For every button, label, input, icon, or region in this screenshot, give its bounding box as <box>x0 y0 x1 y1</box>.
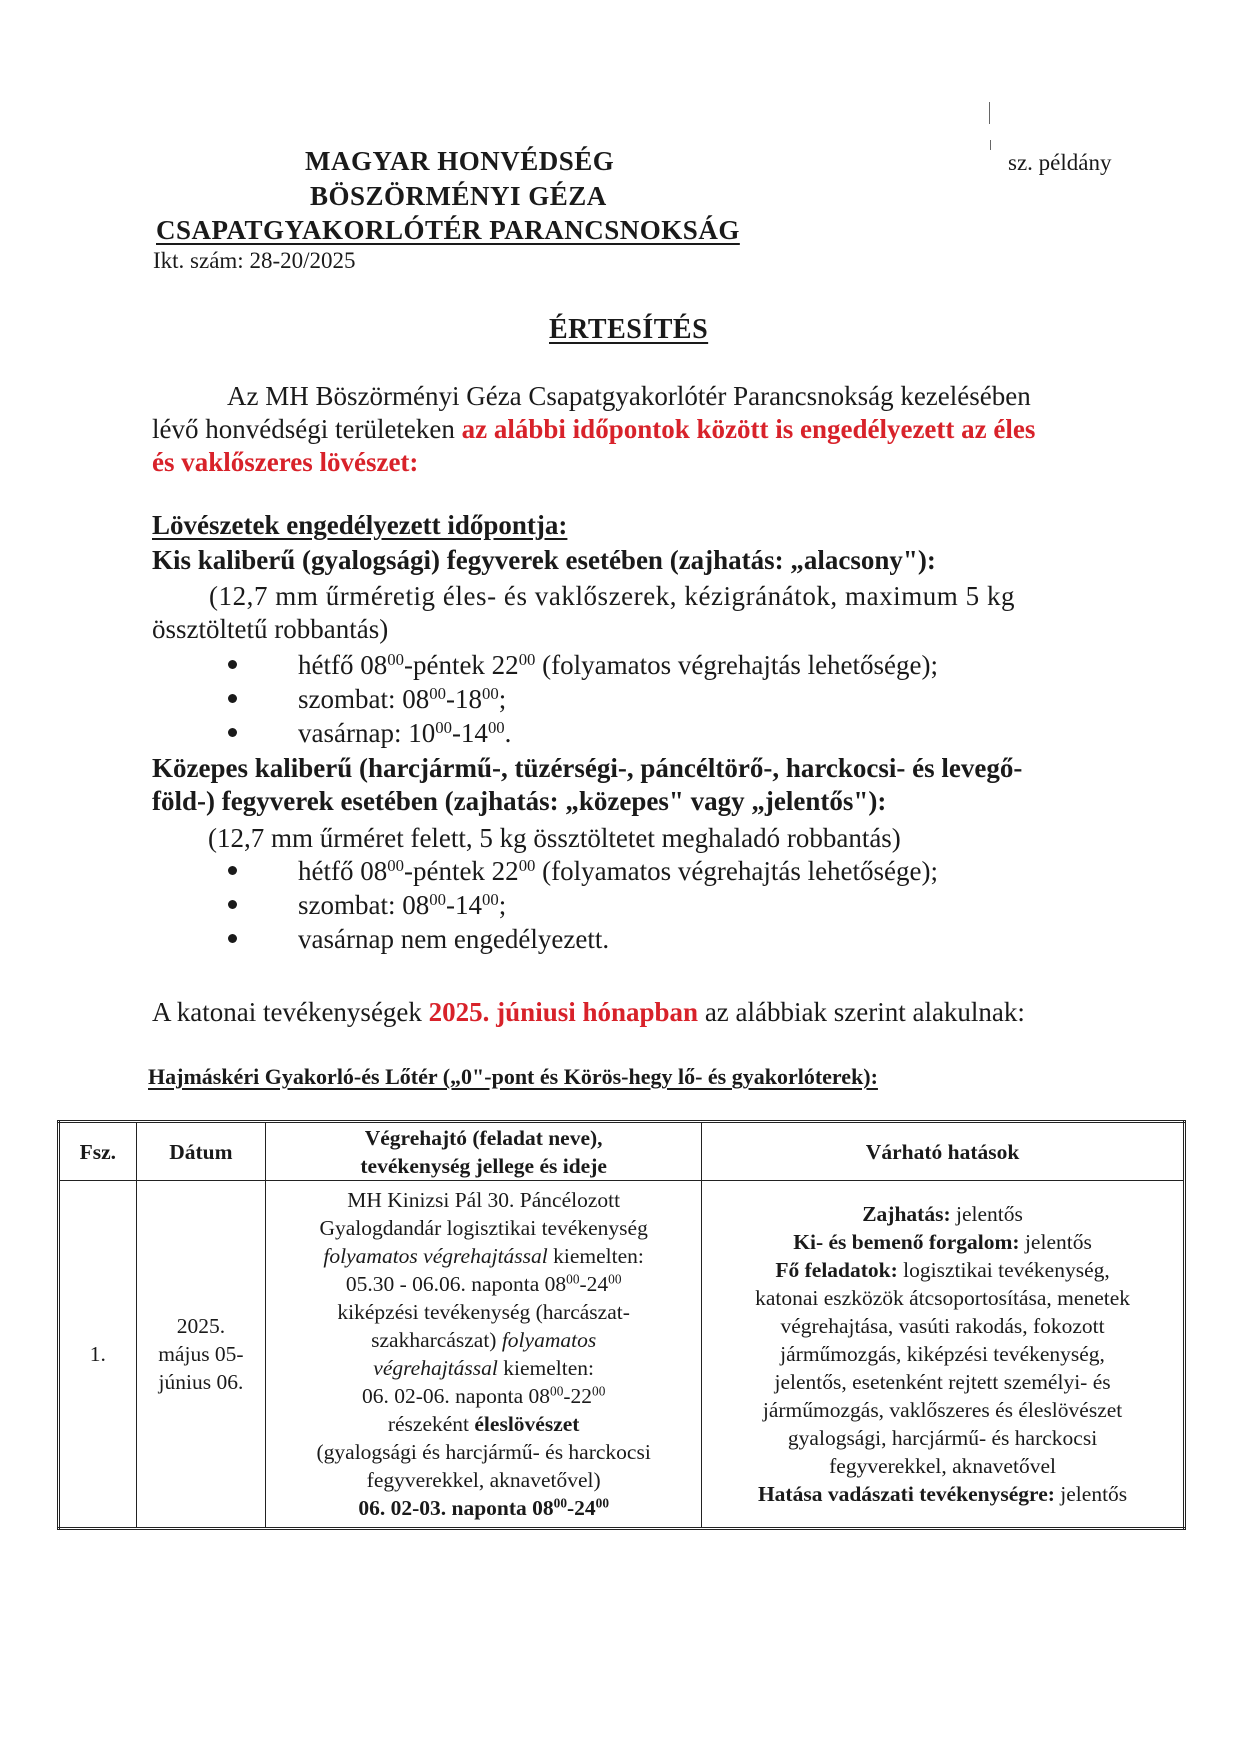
header-effects: Várható hatások <box>702 1122 1185 1181</box>
header-executor: Végrehajtó (feladat neve), tevékenység jellege és ideje <box>266 1122 702 1181</box>
medium-caliber-desc: (12,7 mm űrméret felett, 5 kg össztöltetet meghaladó robbantás) <box>208 823 901 853</box>
header-no: Fsz. <box>59 1122 137 1181</box>
copy-label: sz. példány <box>1008 150 1112 175</box>
small-caliber-title: Kis kaliberű (gyalogsági) fegyverek esetében (zajhatás: „alacsony"): <box>152 545 936 575</box>
location-heading: Hajmáskéri Gyakorló-és Lőtér („0"-pont és Körös-hegy lő- és gyakorlóterek): <box>148 1064 878 1089</box>
medium-caliber-title: Közepes kaliberű (harcjármű-, tüzérségi-, páncéltörő-, harckocsi- és levegő- föld-) fegyverek esetében (zajhatás: „közepes" vagy „jelentős"): <box>152 753 1023 816</box>
activities-sentence: A katonai tevékenységek 2025. júniusi hónapban az alábbiak szerint alakulnak: <box>152 997 1025 1027</box>
org-line-2: BÖSZÖRMÉNYI GÉZA <box>310 181 607 211</box>
intro-line-2: lévő honvédségi területeken az alábbi időpontok között is engedélyezett az éles <box>152 414 1036 444</box>
table-header-row <box>59 1122 1185 1181</box>
scan-mark <box>990 140 991 150</box>
allowed-heading: Lövészetek engedélyezett időpontja: <box>152 510 568 540</box>
bullet-dot <box>228 660 237 669</box>
scan-mark <box>989 102 990 124</box>
document-title: ÉRTESÍTÉS <box>549 314 709 345</box>
cell-effects: Zajhatás: jelentős Ki- és bemenő forgalom: jelentős Fő feladatok: logisztikai tevékenység, katonai eszközök átcsoportosítása, menetek végrehajtása, vasúti rakodás, fokozott járműmozgás, kiképzési tevékenység, jelentős, esetenként rejtett személyi- és járműmozgás, vaklőszeres és éleslövészet gyalogsági, harcjármű- és harckocsi fegyverekkel, aknavetővel Hatása vadászati tevékenységre: jelentős <box>702 1181 1185 1529</box>
table-row <box>59 1181 1185 1529</box>
intro-line-3: és vaklőszeres lövészet: <box>152 447 419 477</box>
bullet-dot <box>228 934 237 943</box>
org-line-3: CSAPATGYAKORLÓTÉR PARANCSNOKSÁG <box>156 215 740 245</box>
schedule-table <box>57 1120 1186 1530</box>
registration-number: Ikt. szám: 28-20/2025 <box>153 248 356 273</box>
header-date: Dátum <box>136 1122 266 1181</box>
bullet-dot <box>228 900 237 909</box>
cell-no: 1. <box>59 1181 137 1529</box>
bullet-dot <box>228 866 237 875</box>
bullet-dot <box>228 694 237 703</box>
small-caliber-desc: (12,7 mm űrméretig éles- és vaklőszerek, kézigránátok, maximum 5 kg össztöltetű robbantás) <box>152 581 1016 644</box>
bullet-dot <box>228 728 237 737</box>
org-line-1: MAGYAR HONVÉDSÉG <box>305 146 615 176</box>
cell-date: 2025. május 05- június 06. <box>136 1181 266 1529</box>
intro-paragraph <box>152 380 1102 479</box>
intro-line-1: Az MH Böszörményi Géza Csapatgyakorlótér Parancsnokság kezelésében <box>227 381 1031 411</box>
cell-executor: MH Kinizsi Pál 30. Páncélozott Gyalogdandár logisztikai tevékenység folyamatos végrehajtással kiemelten: 05.30 - 06.06. naponta $08^{00}-24^{00}$ kiképzési tevékenység (harcászat- szakharcászat) folyamatos végrehajtással kiemelten: 06. 02-06. naponta $08^{00}-22^{00}$ részeként éleslövészet (gyalogsági és harcjármű- és harckocsi fegyverekkel, aknavetővel) 06. 02-03. naponta $08^{00}-24^{00}$ <box>266 1181 702 1529</box>
